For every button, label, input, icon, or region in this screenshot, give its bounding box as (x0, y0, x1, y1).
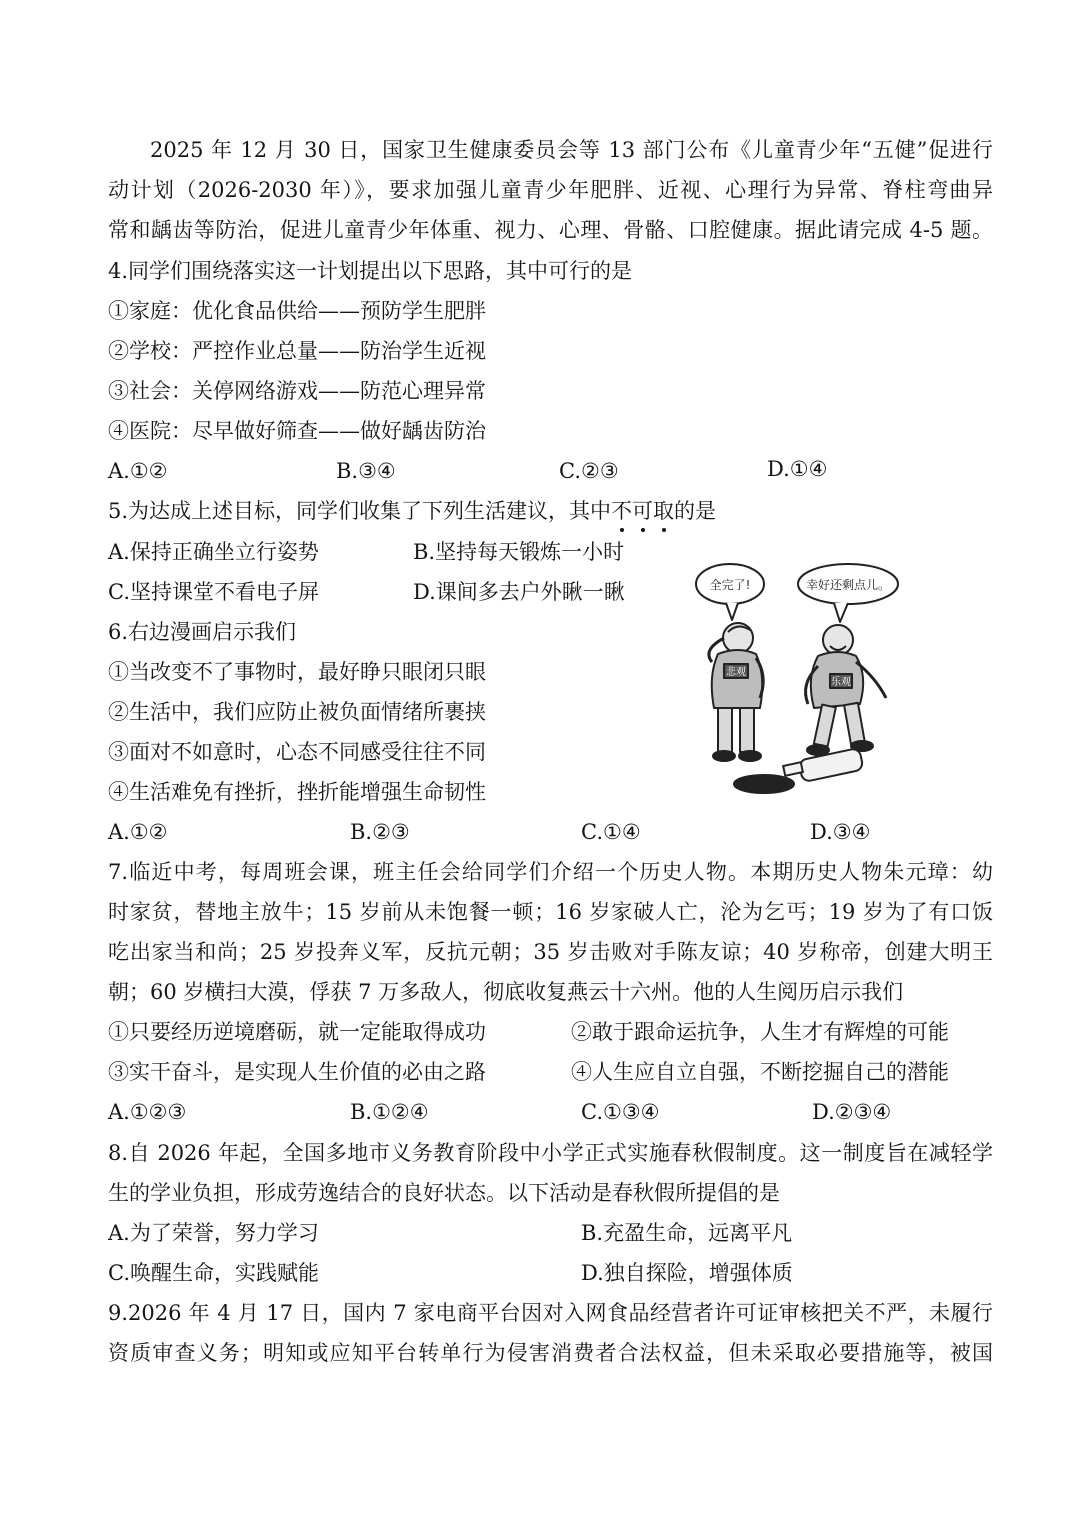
question-8-stem-line-2: 生的学业负担，形成劳逸结合的良好状态。以下活动是春秋假所提倡的是 (108, 1181, 780, 1205)
question-7-stem-line-2: 时家贫，替地主放牛；15 岁前从未饱餐一顿；16 岁家破人亡，沦为乞丐；19 岁为了有口饭 (108, 900, 993, 924)
question-6-stem: 6.右边漫画启示我们 (108, 620, 297, 644)
question-9-stem-line-2: 资质审查义务；明知或应知平台转单行为侵害消费者合法权益，但未采取必要措施等，被国 (108, 1341, 993, 1365)
question-7-stem-line-4: 朝；60 岁横扫大漠，俘获 7 万多敌人，彻底收复燕云十六州。他的人生阅历启示我们 (108, 980, 904, 1004)
emphasis-char: 取 (653, 496, 674, 526)
question-4-option-b: B.③④ (336, 459, 396, 483)
question-6-option-c: C.①④ (581, 820, 641, 844)
question-7-item-4: ④人生应自立自强，不断挖掘自己的潜能 (571, 1060, 949, 1084)
question-8-stem-line-1: 8.自 2026 年起，全国多地市义务教育阶段中小学正式实施春秋假制度。这一制度旨在减轻学 (108, 1141, 993, 1165)
question-5-option-c: C.坚持课堂不看电子屏 (108, 580, 319, 604)
question-7-item-2: ②敢于跟命运抗争，人生才有辉煌的可能 (571, 1020, 949, 1044)
question-7-stem-line-3: 吃出家当和尚；25 岁投奔义军，反抗元朝；35 岁击败对手陈友谅；40 岁称帝，创建大明王 (108, 940, 993, 964)
question-9-stem-line-1: 9.2026 年 4 月 17 日，国内 7 家电商平台因对入网食品经营者许可证审核把关不严，未履行 (108, 1301, 993, 1325)
intro-line-1: 2025 年 12 月 30 日，国家卫生健康委员会等 13 部门公布《儿童青少年“五健”促进行 (150, 138, 993, 162)
question-5-emphasis (611, 499, 674, 523)
question-4-item-3: ③社会：关停网络游戏——防范心理异常 (108, 379, 486, 403)
question-6-item-4: ④生活难免有挫折，挫折能增强生命韧性 (108, 780, 486, 804)
question-8-option-a: A.为了荣誉，努力学习 (108, 1221, 319, 1245)
question-6-item-1: ①当改变不了事物时，最好睁只眼闭只眼 (108, 660, 486, 684)
question-8-option-b: B.充盈生命，远离平凡 (581, 1221, 793, 1245)
question-5-stem-start: 5.为达成上述目标，同学们收集了下列生活建议，其中 (108, 499, 612, 523)
question-4-option-a: A.①② (108, 459, 168, 483)
question-4-option-c: C.②③ (559, 459, 619, 483)
question-6-option-d: D.③④ (810, 820, 871, 844)
question-7-item-1: ①只要经历逆境磨砺，就一定能取得成功 (108, 1020, 486, 1044)
question-6-option-b: B.②③ (350, 820, 410, 844)
question-7-option-c: C.①③④ (581, 1100, 660, 1124)
right-bubble-text: 幸好还剩点儿。 (805, 578, 891, 592)
question-4-item-4: ④医院：尽早做好筛查——做好龋齿防治 (108, 419, 486, 443)
comic-illustration (690, 558, 935, 808)
question-8-option-d: D.独自探险，增强体质 (581, 1261, 793, 1285)
intro-line-2: 动计划（2026-2030 年）》，要求加强儿童青少年肥胖、近视、心理行为异常、脊柱弯曲异 (108, 178, 993, 202)
question-6-item-2: ②生活中，我们应防止被负面情绪所裹挟 (108, 700, 486, 724)
question-7-option-d: D.②③④ (812, 1100, 892, 1124)
pessimist-figure (709, 623, 763, 761)
question-5-stem-end: 的是 (674, 499, 717, 523)
question-7-option-b: B.①②④ (350, 1100, 429, 1124)
optimist-figure (806, 625, 886, 755)
question-5-stem (108, 496, 716, 526)
question-8-option-c: C.唤醒生命，实践赋能 (108, 1261, 319, 1285)
question-7-stem-line-1: 7.临近中考，每周班会课，班主任会给同学们介绍一个历史人物。本期历史人物朱元璋：幼 (108, 860, 993, 884)
intro-line-3: 常和龋齿等防治，促进儿童青少年体重、视力、心理、骨骼、口腔健康。据此请完成 4-5 题。 (108, 218, 993, 242)
emphasis-char: 不 (611, 496, 632, 526)
question-5-option-b: B.坚持每天锻炼一小时 (413, 540, 625, 564)
question-5-option-a: A.保持正确坐立行姿势 (108, 540, 319, 564)
question-5-option-d: D.课间多去户外瞅一瞅 (413, 580, 625, 604)
pessimist-label: 悲观 (726, 667, 746, 678)
spilled-liquid (734, 775, 794, 793)
question-6-option-a: A.①② (108, 820, 168, 844)
left-bubble-text: 全完了! (709, 578, 751, 592)
question-7-item-3: ③实干奋斗，是实现人生价值的必由之路 (108, 1060, 486, 1084)
optimist-label: 乐观 (831, 677, 851, 688)
question-4-item-1: ①家庭：优化食品供给——预防学生肥胖 (108, 299, 486, 323)
question-4-option-d: D.①④ (767, 457, 828, 481)
question-6-item-3: ③面对不如意时，心态不同感受往往不同 (108, 740, 486, 764)
question-4-item-2: ②学校：严控作业总量——防治学生近视 (108, 339, 486, 363)
question-7-option-a: A.①②③ (108, 1100, 187, 1124)
question-4-stem: 4.同学们围绕落实这一计划提出以下思路，其中可行的是 (108, 259, 633, 283)
emphasis-char: 可 (632, 496, 653, 526)
